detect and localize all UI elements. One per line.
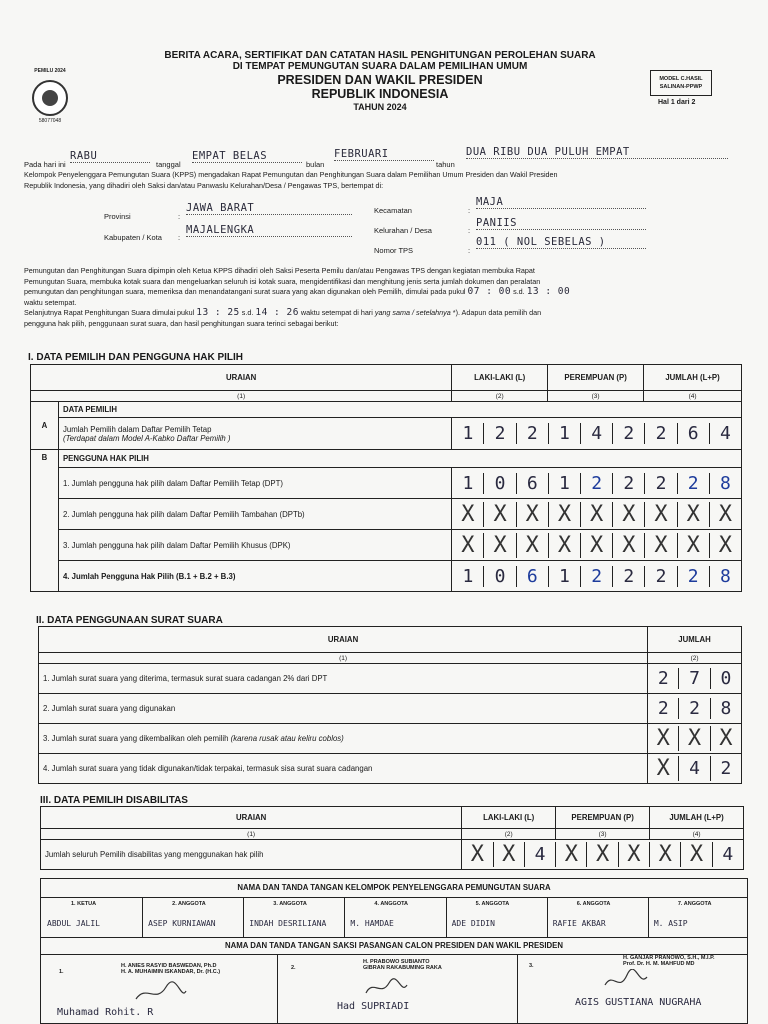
saksi-2-candidate-1: H. PRABOWO SUBIANTO — [363, 959, 430, 965]
s1-a-digit-9: 4 — [709, 423, 741, 444]
s1-b3-digit-5: X — [580, 533, 612, 558]
kpu-logo — [30, 68, 70, 128]
kpps-role-7: 7. ANGGOTA — [677, 901, 712, 907]
s2-r2-label: 2. Jumlah surat suara yang digunakan — [39, 694, 648, 724]
s1-b3-values — [452, 530, 742, 561]
s1-b4-label: 4. Jumlah Pengguna Hak Pilih (B.1 + B.2 + B.3) — [58, 561, 451, 592]
s1-b4-digit-1: 1 — [462, 565, 474, 587]
s1-b3-digit-1: X — [461, 532, 475, 558]
proc-sd: s.d. — [513, 287, 525, 296]
s1-a-digit-2: 2 — [483, 423, 515, 444]
s1-b3-digit-9: X — [709, 533, 741, 558]
s3-jml-header: JUMLAH (L+P) — [650, 807, 744, 829]
hari-value: RABU — [70, 150, 150, 163]
s2-r3-digit-1: X — [656, 726, 670, 751]
kecamatan-value: MAJA — [476, 196, 646, 209]
s2-r1-digit-1: 2 — [657, 668, 669, 689]
s1-a-digit-1: 1 — [462, 423, 474, 444]
saksi-3-candidate-1: H. GANJAR PRANOWO, S.H., M.I.P. — [623, 955, 715, 961]
s1-b1-digit-4: 1 — [548, 473, 580, 494]
s2-r3-values — [648, 724, 742, 754]
s3-r1-digit-7: X — [649, 842, 680, 867]
s1-b1-label: 1. Jumlah pengguna hak pilih dalam Daftar Pemilih Tetap (DPT) — [58, 468, 451, 499]
kpps-role-3: 3. ANGGOTA — [273, 901, 307, 907]
s3-r1-digit-3: 4 — [524, 842, 555, 867]
count-start-time: 13 : 25 — [196, 307, 240, 318]
s1-num-2: (2) — [452, 391, 548, 402]
kpps-member-name-1: ABDUL JALIL — [47, 919, 100, 928]
header-line-2: DI TEMPAT PEMUNGUTAN SUARA DALAM PEMILIHAN UMUM — [232, 61, 528, 72]
s1-a-row-note: (Terdapat dalam Model A-Kabko Daftar Pemilih ) — [62, 433, 231, 443]
s2-r2-digit-2: 2 — [678, 698, 709, 719]
saksi-3-candidate-2: Prof. Dr. H. M. MAHFUD MD — [623, 961, 695, 967]
kpps-role-5: 5. ANGGOTA — [475, 901, 510, 907]
provinsi-label: Provinsi — [104, 212, 131, 221]
kpps-member-name-6: RAFIE AKBAR — [552, 919, 606, 928]
s1-b1-digit-3: 6 — [516, 473, 548, 494]
saksi-1-number: 1. — [59, 969, 64, 975]
kpps-role-1: 1. KETUA — [71, 901, 97, 907]
s1-b4-digit-8: 2 — [677, 566, 709, 587]
section-2-title: II. DATA PENGGUNAAN SURAT SUARA — [36, 615, 223, 626]
proc-line-3-text: pemungutan dan penghitungan suara, memeriksa dan menandatangani surat suara yang akan digunakan oleh Pemilih, dimulai pada pukul — [24, 287, 466, 296]
s1-b2-digit-5: X — [580, 502, 612, 527]
s1-b4-digit-9: 8 — [709, 566, 741, 587]
kabupaten-colon: : — [178, 233, 181, 242]
s1-a-digit-4: 1 — [548, 423, 580, 444]
proc-sd-2: s.d. — [241, 308, 254, 317]
s1-b4-digit-2: 0 — [483, 566, 515, 587]
model-code-box — [650, 70, 712, 96]
intro-line-1: Kelompok Penyelenggara Pemungutan Suara (KPPS) mengadakan Rapat Pemungutan dan Penghitungan Suara dalam Pemilihan Umum Presiden dan Wakil Presiden — [24, 170, 558, 179]
s1-b3-digit-7: X — [644, 533, 676, 558]
intro-line-2: Republik Indonesia, yang dihadiri oleh Saksi dan/atau Panwaslu Kelurahan/Desa / Pengawas TPS, bertempat di: — [24, 180, 384, 190]
s2-r4-values — [648, 754, 742, 784]
date-line-label-hari: Pada hari ini — [24, 160, 66, 169]
saksi-1-name: Muhamad Rohit. R — [57, 1007, 154, 1018]
s1-b3-digit-3: X — [516, 533, 548, 558]
tahun-value: DUA RIBU DUA PULUH EMPAT — [466, 146, 728, 159]
s1-b1-digit-5: 2 — [580, 473, 612, 494]
logo-bottom-text: 58077048 — [38, 118, 62, 124]
tps-value: 011 ( NOL SEBELAS ) — [476, 236, 646, 249]
s3-r1-values — [462, 840, 744, 870]
bulan-label: bulan — [306, 160, 325, 169]
header-line-4: REPUBLIK INDONESIA — [311, 87, 449, 101]
s1-a-values — [452, 418, 742, 450]
s1-a-letter: A — [31, 402, 59, 450]
kelurahan-label: Kelurahan / Desa — [374, 226, 432, 235]
section-3-title: III. DATA PEMILIH DISABILITAS — [40, 795, 188, 806]
s1-b2-digit-9: X — [709, 502, 741, 527]
kpps-member-name-3: INDAH DESRILIANA — [249, 919, 327, 928]
saksi-2-number: 2. — [291, 965, 296, 971]
tps-colon: : — [468, 246, 471, 255]
saksi-2-signature-icon — [361, 975, 411, 1001]
saksi-3-signature-icon — [601, 969, 651, 995]
kabupaten-value: MAJALENGKA — [186, 224, 352, 237]
section-1-title: I. DATA PEMILIH DAN PENGGUNA HAK PILIH — [28, 352, 243, 363]
proc-line-5b: waktu setempat di hari — [300, 308, 373, 317]
s1-b3-digit-6: X — [612, 533, 644, 558]
kelurahan-value: PANIIS — [476, 217, 646, 230]
s1-num-4: (4) — [644, 391, 742, 402]
section-2-table — [38, 626, 742, 784]
s1-b3-digit-8: X — [677, 533, 709, 558]
s1-b2-digit-3: X — [516, 502, 548, 527]
proc-end-time: 13 : 00 — [526, 286, 571, 297]
s1-b1-digit-9: 8 — [709, 473, 741, 494]
s2-r4-digit-2: 4 — [678, 756, 709, 781]
s3-num-1: (1) — [41, 829, 462, 840]
intro-paragraph — [24, 170, 744, 191]
saksi-2-candidate-2: GIBRAN RAKABUMING RAKA — [363, 965, 442, 971]
s2-r3-digit-2: X — [678, 726, 709, 751]
s3-uraian-header: URAIAN — [41, 807, 462, 829]
s1-pr-header: PEREMPUAN (P) — [548, 365, 644, 391]
s1-a-row-label — [58, 418, 451, 450]
s2-uraian-header: URAIAN — [39, 627, 648, 653]
kpps-member-name-7: M. ASIP — [653, 919, 688, 928]
s1-a-digit-5: 4 — [580, 423, 612, 444]
saksi-signature-title: NAMA DAN TANDA TANGAN SAKSI PASANGAN CALON PRESIDEN DAN WAKIL PRESIDEN — [224, 941, 564, 950]
s2-r1-label: 1. Jumlah surat suara yang diterima, termasuk surat suara cadangan 2% dari DPT — [39, 664, 648, 694]
s1-b4-digit-7: 2 — [644, 566, 676, 587]
s2-r4-digit-3: 2 — [710, 756, 741, 781]
s2-r1-values — [648, 664, 742, 694]
kpps-member-name-5: ADE DIDIN — [451, 919, 495, 928]
s1-b2-values — [452, 499, 742, 530]
s1-b2-digit-1: X — [461, 501, 475, 527]
s1-b3-digit-4: X — [548, 533, 580, 558]
s3-num-3: (3) — [556, 829, 650, 840]
proc-line-5c: yang sama / setelahnya — [374, 308, 451, 317]
s1-a-digit-8: 6 — [677, 423, 709, 444]
s1-b2-label: 2. Jumlah pengguna hak pilih dalam Daftar Pemilih Tambahan (DPTb) — [58, 499, 451, 530]
header-line-5: TAHUN 2024 — [353, 102, 407, 112]
s3-r1-digit-5: X — [586, 842, 617, 867]
s2-r3-text: 3. Jumlah surat suara yang dikembalikan oleh pemilih — [43, 734, 229, 743]
kpps-member-name-2: ASEP KURNIAWAN — [148, 919, 216, 928]
s1-lk-header: LAKI-LAKI (L) — [452, 365, 548, 391]
s1-b-letter: B — [31, 450, 59, 592]
header-line-1: BERITA ACARA, SERTIFIKAT DAN CATATAN HASIL PENGHITUNGAN PEROLEHAN SUARA — [164, 50, 596, 61]
logo-top-text: PEMILU 2024 — [34, 68, 66, 74]
s1-b1-values — [452, 468, 742, 499]
s3-r1-digit-2: X — [493, 842, 524, 867]
kpps-role-6: 6. ANGGOTA — [576, 901, 611, 907]
kpps-signature-title: NAMA DAN TANDA TANGAN KELOMPOK PENYELENGGARA PEMUNGUTAN SUARA — [237, 883, 551, 892]
s3-r1-digit-6: X — [618, 842, 649, 867]
s1-b4-values — [452, 561, 742, 592]
proc-line-2: Pemungutan Suara, membuka kotak suara dan mengeluarkan seluruh isi kotak suara, mengidentifikasi dan menghitung jenis serta jumlah dokumen dan peralatan — [24, 276, 541, 286]
section-3-table — [40, 806, 744, 870]
kpps-role-4: 4. ANGGOTA — [374, 901, 409, 907]
proc-line-6: pengguna hak pilih, penggunaan surat suara, dan hasil penghitungan suara terinci sebagai berikut: — [24, 318, 339, 328]
s1-b4-digit-3: 6 — [516, 566, 548, 587]
s2-r2-digit-1: 2 — [657, 698, 669, 719]
kecamatan-colon: : — [468, 206, 471, 215]
s2-num-1: (1) — [39, 653, 648, 664]
count-end-time: 14 : 26 — [255, 307, 299, 318]
saksi-1-candidate-1: H. ANIES RASYID BASWEDAN, Ph.D — [121, 963, 217, 969]
proc-line-5d: *). Adapun data pemilih dan — [452, 308, 542, 317]
s1-b1-digit-8: 2 — [677, 473, 709, 494]
s1-uraian-header: URAIAN — [31, 365, 452, 391]
s1-b1-digit-7: 2 — [644, 473, 676, 494]
s2-r2-digit-3: 8 — [710, 698, 741, 719]
tahun-label: tahun — [436, 160, 455, 169]
s1-b4-digit-4: 1 — [548, 566, 580, 587]
s3-lk-header: LAKI-LAKI (L) — [462, 807, 556, 829]
s2-r4-digit-1: X — [656, 756, 670, 781]
s1-b2-digit-6: X — [612, 502, 644, 527]
kabupaten-label: Kabupaten / Kota — [104, 233, 162, 242]
s1-a-digit-7: 2 — [644, 423, 676, 444]
s1-a-digit-6: 2 — [612, 423, 644, 444]
s1-b3-label: 3. Jumlah pengguna hak pilih dalam Daftar Pemilih Khusus (DPK) — [58, 530, 451, 561]
proc-line-3 — [24, 287, 744, 298]
s1-b4-digit-5: 2 — [580, 566, 612, 587]
s1-a-row-text: Jumlah Pemilih dalam Daftar Pemilih Tetap — [62, 424, 212, 434]
s1-a-digit-3: 2 — [516, 423, 548, 444]
s3-r1-digit-8: X — [680, 842, 711, 867]
s1-b2-digit-8: X — [677, 502, 709, 527]
s2-r3-note: (karena rusak atau keliru coblos) — [230, 734, 344, 743]
provinsi-colon: : — [178, 212, 181, 221]
s1-b2-digit-4: X — [548, 502, 580, 527]
s1-b3-digit-2: X — [483, 533, 515, 558]
logo-emblem-icon — [32, 80, 68, 116]
s3-r1-digit-9: 4 — [712, 842, 743, 867]
s1-a-title: DATA PEMILIH — [58, 402, 741, 418]
section-1-table — [30, 364, 742, 592]
s3-r1-digit-4: X — [555, 842, 586, 867]
s1-num-1: (1) — [31, 391, 452, 402]
s3-num-2: (2) — [462, 829, 556, 840]
saksi-3-number: 3. — [529, 963, 534, 969]
tanggal-label: tanggal — [156, 160, 181, 169]
s1-jml-header: JUMLAH (L+P) — [644, 365, 742, 391]
kpps-member-name-4: M. HAMDAE — [350, 919, 394, 928]
s2-r2-values — [648, 694, 742, 724]
s1-b1-digit-2: 0 — [483, 473, 515, 494]
s1-b2-digit-7: X — [644, 502, 676, 527]
s2-r3-digit-3: X — [710, 726, 741, 751]
s1-b1-digit-1: 1 — [462, 472, 474, 494]
header-line-3: PRESIDEN DAN WAKIL PRESIDEN — [277, 73, 483, 87]
tanggal-value: EMPAT BELAS — [192, 150, 302, 163]
s2-r4-label: 4. Jumlah surat suara yang tidak digunakan/tidak terpakai, termasuk sisa surat suara cadangan — [39, 754, 648, 784]
saksi-2-name: Had SUPRIADI — [337, 1001, 410, 1012]
s2-r1-digit-2: 7 — [678, 668, 709, 689]
s3-r1-digit-1: X — [470, 842, 485, 867]
model-sub: SALINAN-PPWP — [659, 84, 703, 90]
proc-line-1: Pemungutan dan Penghitungan Suara dipimpin oleh Ketua KPPS dihadiri oleh Saksi Peserta Pemilu dan/atau Pengawas TPS dengan kegiatan membuka Rapat — [24, 266, 535, 275]
saksi-1-signature-icon — [131, 979, 191, 1009]
s2-jumlah-header: JUMLAH — [648, 627, 742, 653]
saksi-3-name: AGIS GUSTIANA NUGRAHA — [575, 997, 702, 1008]
proc-line-5a: Selanjutnya Rapat Penghitungan Suara dimulai pukul — [24, 308, 195, 317]
s1-b2-digit-2: X — [483, 502, 515, 527]
page-number: Hal 1 dari 2 — [658, 99, 696, 106]
proc-line-5 — [24, 308, 744, 319]
kelurahan-colon: : — [468, 226, 471, 235]
provinsi-value: JAWA BARAT — [186, 202, 352, 215]
model-code: MODEL C.HASIL — [659, 76, 703, 82]
document-header — [80, 50, 680, 112]
kpps-role-2: 2. ANGGOTA — [172, 901, 206, 907]
s3-num-4: (4) — [650, 829, 744, 840]
s1-b4-digit-6: 2 — [612, 566, 644, 587]
s1-b-title: PENGGUNA HAK PILIH — [58, 450, 741, 468]
s2-r1-digit-3: 0 — [710, 668, 741, 689]
proc-start-time: 07 : 00 — [467, 286, 512, 297]
kecamatan-label: Kecamatan — [374, 206, 412, 215]
s2-num-2: (2) — [648, 653, 742, 664]
signature-section — [40, 878, 748, 1024]
saksi-1-candidate-2: H. A. MUHAIMIN ISKANDAR, Dr. (H.C.) — [121, 969, 221, 975]
proc-line-4: waktu setempat. — [24, 297, 77, 307]
s3-r1-label: Jumlah seluruh Pemilih disabilitas yang menggunakan hak pilih — [41, 840, 462, 870]
procedure-paragraph — [24, 266, 744, 329]
s1-num-3: (3) — [548, 391, 644, 402]
s2-r3-label — [39, 724, 648, 754]
s3-pr-header: PEREMPUAN (P) — [556, 807, 650, 829]
bulan-value: FEBRUARI — [334, 148, 434, 161]
tps-label: Nomor TPS — [374, 246, 414, 255]
s1-b1-digit-6: 2 — [612, 473, 644, 494]
